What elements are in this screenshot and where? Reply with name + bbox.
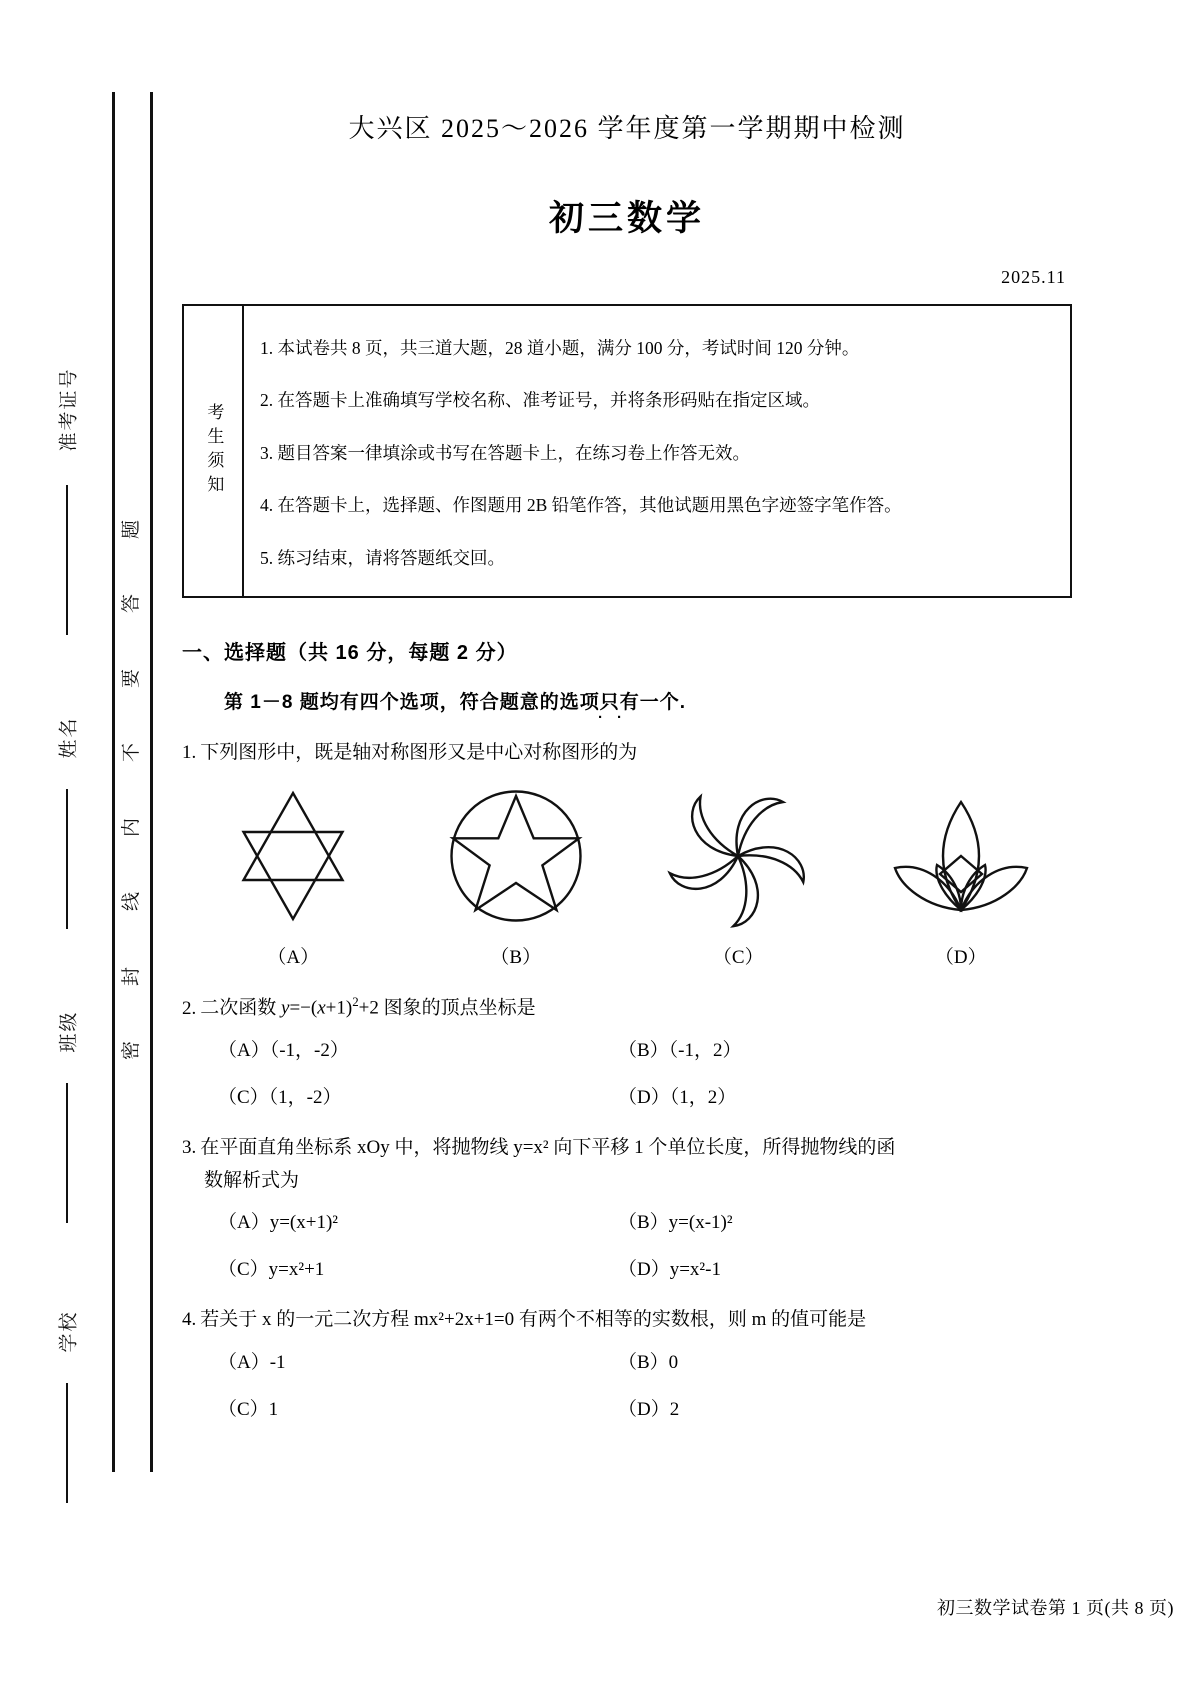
question-line-1: 在平面直角坐标系 xOy 中，将抛物线 y=x² 向下平移 1 个单位长度，所得抛物线的函 xyxy=(200,1136,896,1158)
page-title: 大兴区 2025～2026 学年度第一学期期中检测 xyxy=(348,114,906,143)
section-note-text: 第 1－8 题均有四个选项，符合题意的选项只有一个. xyxy=(224,692,686,713)
figure-option-b[interactable] xyxy=(405,781,628,969)
field-write-line[interactable] xyxy=(66,485,68,635)
notice-item: 2. 在答题卡上准确填写学校名称、准考证号，并将条形码贴在指定区域。 xyxy=(260,390,820,411)
option-c[interactable]: （C）（1，-2） xyxy=(218,1086,342,1108)
seal-char: 内 xyxy=(121,817,143,837)
figure-label-c: （C） xyxy=(712,947,764,969)
section-heading-one: 一、选择题（共 16 分，每题 2 分） xyxy=(182,642,518,664)
pinwheel-icon xyxy=(663,781,813,931)
seal-phrase xyxy=(113,520,151,1060)
question-text: 若关于 x 的一元二次方程 mx²+2x+1=0 有两个不相等的实数根，则 m 的值可能是 xyxy=(200,1309,867,1331)
exam-date: 2025.11 xyxy=(1001,267,1066,287)
option-b[interactable]: （B）（-1，2） xyxy=(618,1039,742,1061)
notice-item: 3. 题目答案一律填涂或书写在答题卡上，在练习卷上作答无效。 xyxy=(260,442,750,463)
question-4-options xyxy=(218,1347,1072,1421)
question-4 xyxy=(182,1303,1072,1336)
field-name[interactable] xyxy=(48,716,86,929)
question-number: 2. xyxy=(182,997,197,1019)
option-a[interactable]: （A）-1 xyxy=(218,1351,286,1373)
seal-char: 要 xyxy=(121,668,143,688)
seal-char: 线 xyxy=(121,892,143,912)
question-number: 1. xyxy=(182,742,197,763)
question-number: 3. xyxy=(182,1136,197,1158)
page-content xyxy=(182,0,1072,1684)
six-pointed-star-icon xyxy=(218,781,368,931)
option-d[interactable]: （D）2 xyxy=(618,1398,680,1420)
seal-margin xyxy=(0,0,180,1684)
field-write-line[interactable] xyxy=(66,1083,68,1223)
lotus-flower-icon xyxy=(886,781,1036,931)
field-label: 姓名 xyxy=(58,716,80,759)
field-class[interactable] xyxy=(48,1010,86,1223)
question-3-options xyxy=(218,1207,1072,1281)
field-write-line[interactable] xyxy=(66,1383,68,1503)
field-label: 班级 xyxy=(58,1010,80,1053)
notice-body xyxy=(244,306,1070,596)
notice-label-cell xyxy=(184,306,244,596)
field-school[interactable] xyxy=(48,1310,86,1503)
option-b[interactable]: （B）0 xyxy=(618,1351,679,1373)
seal-char: 封 xyxy=(121,966,143,986)
field-label: 准考证号 xyxy=(58,367,80,452)
figure-label-d: （D） xyxy=(934,947,987,969)
figure-label-b: （B） xyxy=(490,947,542,969)
seal-char: 答 xyxy=(121,594,143,614)
question-line-2: 数解析式为 xyxy=(204,1170,300,1192)
notice-item: 1. 本试卷共 8 页，共三道大题，28 道小题，满分 100 分，考试时间 120 分钟。 xyxy=(260,338,860,359)
notice-label: 考生须知 xyxy=(204,403,224,499)
page-footer: 初三数学试卷第 1 页(共 8 页) xyxy=(937,1598,1174,1618)
emphasis-dots: ·· xyxy=(598,709,636,726)
option-c[interactable]: （C）1 xyxy=(218,1398,279,1420)
question-text: 下列图形中，既是轴对称图形又是中心对称图形的为 xyxy=(200,742,638,763)
question-formula: y xyxy=(281,997,290,1019)
question-1-figures xyxy=(182,781,1072,969)
figure-option-d[interactable] xyxy=(850,781,1073,969)
option-d[interactable]: （D）（1，2） xyxy=(618,1086,737,1108)
field-exam-number[interactable] xyxy=(48,367,86,635)
question-1 xyxy=(182,736,1072,769)
option-c[interactable]: （C）y=x²+1 xyxy=(218,1259,325,1281)
notice-item: 4. 在答题卡上，选择题、作图题用 2B 铅笔作答，其他试题用黑色字迹签字笔作答。 xyxy=(260,495,902,516)
seal-char: 密 xyxy=(121,1040,143,1060)
question-3 xyxy=(182,1131,1072,1198)
option-a[interactable]: （A）y=(x+1)² xyxy=(218,1212,339,1234)
notice-box xyxy=(182,304,1072,598)
figure-label-a: （A） xyxy=(267,947,320,969)
question-text-suffix: 图象的顶点坐标是 xyxy=(378,997,536,1019)
notice-item: 5. 练习结束，请将答题纸交回。 xyxy=(260,547,505,568)
field-label: 学校 xyxy=(58,1310,80,1353)
option-d[interactable]: （D）y=x²-1 xyxy=(618,1259,721,1281)
section-note-one xyxy=(224,687,1072,726)
question-2: 2. 二次函数 $y=-(x+1)^2+2$ 图象的顶点坐标是 xyxy=(182,994,536,1019)
field-write-line[interactable] xyxy=(66,789,68,929)
question-number: 4. xyxy=(182,1309,197,1331)
seal-char: 不 xyxy=(121,743,143,763)
figure-option-a[interactable] xyxy=(182,781,405,969)
subject-title: 初三数学 xyxy=(548,199,705,238)
seal-char: 题 xyxy=(121,519,143,540)
question-text-prefix: 二次函数 xyxy=(200,997,282,1019)
option-a[interactable]: （A）（-1，-2） xyxy=(218,1039,349,1061)
star-in-circle-icon xyxy=(441,781,591,931)
option-b[interactable]: （B）y=(x-1)² xyxy=(618,1212,733,1234)
question-2-options xyxy=(218,1035,1072,1109)
figure-option-c[interactable] xyxy=(627,781,850,969)
